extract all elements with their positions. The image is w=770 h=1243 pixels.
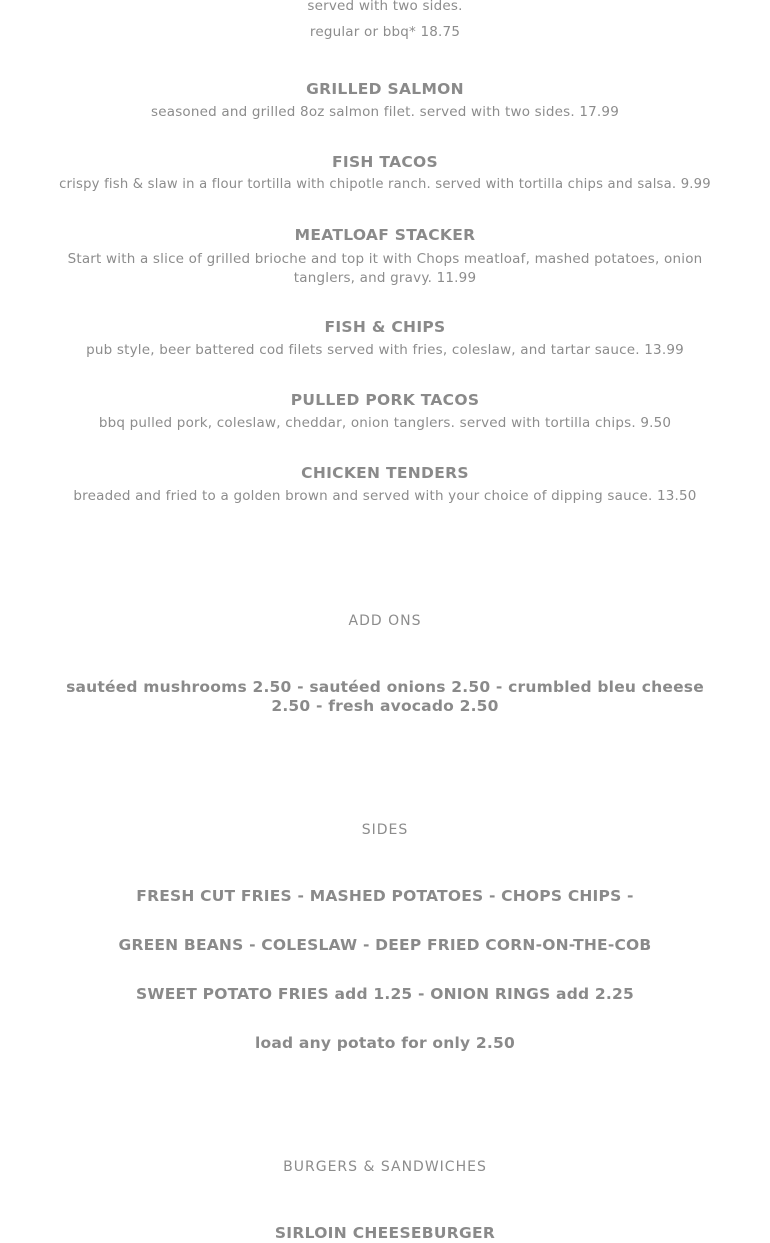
- sides-line-2: GREEN BEANS - COLESLAW - DEEP FRIED CORN-ON-THE-COB: [118, 936, 652, 954]
- item-name-sirloin-cheeseburger: SIRLOIN CHEESEBURGER: [274, 1224, 496, 1242]
- item-name-fish-tacos: FISH TACOS: [332, 153, 438, 171]
- item-description-fish-tacos: crispy fish & slaw in a flour tortilla with chipotle ranch. served with tortilla chips and salsa. 9.99: [59, 177, 711, 192]
- item-name-pulled-pork-tacos: PULLED PORK TACOS: [290, 391, 480, 409]
- item-description-grilled-salmon: seasoned and grilled 8oz salmon filet. served with two sides. 17.99: [150, 104, 620, 120]
- sides-line-4: load any potato for only 2.50: [255, 1034, 515, 1052]
- item-name-grilled-salmon: GRILLED SALMON: [306, 80, 464, 98]
- add-ons-list: sautéed mushrooms 2.50 - sautéed onions 2.50 - crumbled bleu cheese 2.50 - fresh avocado 2.50: [66, 678, 704, 715]
- item-description-chicken-tenders: breaded and fried to a golden brown and served with your choice of dipping sauce. 13.50: [73, 488, 697, 504]
- item-price-line: regular or bbq* 18.75: [309, 24, 461, 40]
- item-description-pulled-pork-tacos: bbq pulled pork, coleslaw, cheddar, onion tanglers. served with tortilla chips. 9.50: [98, 415, 672, 431]
- sides-line-3: SWEET POTATO FRIES add 1.25 - ONION RINGS add 2.25: [136, 985, 634, 1003]
- item-name-chicken-tenders: CHICKEN TENDERS: [301, 464, 469, 482]
- add-ons-heading: ADD ONS: [348, 613, 422, 629]
- item-description-fish-and-chips: pub style, beer battered cod filets served with fries, coleslaw, and tartar sauce. 13.99: [86, 342, 684, 358]
- item-name-fish-and-chips: FISH & CHIPS: [324, 318, 446, 336]
- item-description-meatloaf-stacker: Start with a slice of grilled brioche and top it with Chops meatloaf, mashed potatoes, onion tanglers, and gravy. 11.99: [67, 251, 703, 286]
- sides-heading: SIDES: [361, 822, 409, 838]
- sides-line-1: FRESH CUT FRIES - MASHED POTATOES - CHOPS CHIPS -: [136, 887, 634, 905]
- burgers-sandwiches-heading: BURGERS & SANDWICHES: [283, 1159, 487, 1175]
- item-name-meatloaf-stacker: MEATLOAF STACKER: [294, 226, 476, 244]
- item-description-partial: served with two sides.: [307, 0, 463, 14]
